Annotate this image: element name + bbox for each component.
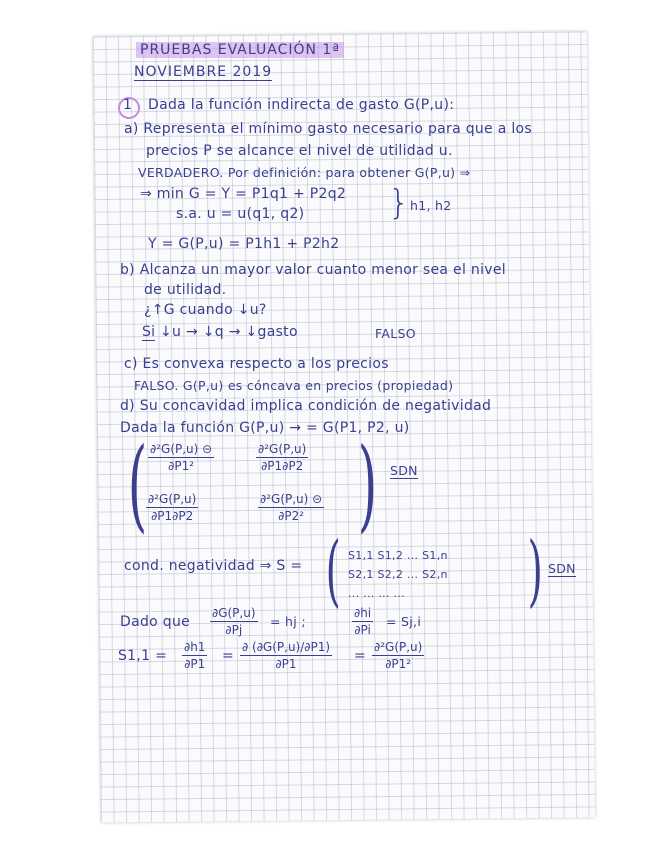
- given-frac-1: $\frac{\partial G(P,u)}{\partial Pj}$: [212, 606, 256, 637]
- item-a-constraint: s.a. u = u(q1, q2): [176, 206, 305, 222]
- item-b-answer: FALSO: [375, 326, 416, 341]
- item-a-line1: a) Representa el mínimo gasto necesario para que a los: [124, 121, 532, 137]
- given-frac-2: $\frac{\partial hi}{\partial Pi}$: [354, 606, 372, 637]
- item-c-line: c) Es convexa respecto a los precios: [124, 356, 389, 372]
- s-matrix-left-paren: (: [325, 526, 341, 616]
- s11-eq-1: =: [222, 648, 235, 664]
- item-a-answer: VERDADERO. Por definición: para obtener G(P,u) ⇒: [138, 165, 471, 180]
- item-a-result: Y = G(P,u) = P1h1 + P2h2: [148, 236, 340, 252]
- given-mid: = hj ;: [270, 614, 306, 629]
- item-d-line: d) Su concavidad implica condición de negatividad: [120, 398, 492, 414]
- hessian-22: $\frac{\text{∂²G(P,u) ⊝}}{\text{∂P2²}}$: [260, 492, 323, 523]
- item-d-given: Dada la función G(P,u) → = G(P1, P2, u): [120, 420, 410, 436]
- item-b-line2: de utilidad.: [144, 282, 227, 298]
- negativity-label: cond. negatividad ⇒ S =: [124, 558, 303, 574]
- item-b-si: Si: [142, 324, 156, 340]
- page-date: NOVIEMBRE 2019: [134, 64, 273, 80]
- hessian-11: $\frac{\text{∂²G(P,u) ⊝}}{\text{∂P1²}}$: [150, 442, 213, 473]
- item-a-min: ⇒ min G = Y = P1q1 + P2q2: [140, 186, 347, 202]
- hessian-12: $\frac{\text{∂²G(P,u)}}{\partial P1\partial P2}$: [258, 442, 307, 473]
- s11-lhs: S1,1 =: [118, 648, 168, 664]
- s-matrix-row1: S1,1 S1,2 ... S1,n: [348, 549, 448, 562]
- hessian-21: $\frac{\text{∂²G(P,u)}}{\partial P1\partial P2}$: [148, 492, 197, 523]
- s-matrix-row2: S2,1 S2,2 ... S2,n: [348, 568, 448, 581]
- s11-eq-2: =: [354, 648, 367, 664]
- matrix-right-paren: ): [357, 426, 378, 543]
- s11-frac-3: $\frac{\text{∂²G(P,u)}}{\text{∂P1²}}$: [374, 640, 423, 671]
- item-c-answer: FALSO. G(P,u) es cóncava en precios (propiedad): [134, 378, 454, 393]
- given-suffix: = Sj,i: [386, 614, 422, 629]
- s11-frac-1: $\frac{\partial h1}{\partial P1}$: [184, 640, 206, 671]
- matrix-left-paren: (: [127, 426, 148, 543]
- given-prefix: Dado que: [120, 614, 191, 630]
- sdn-label-1: SDN: [390, 463, 418, 478]
- s-matrix-right-paren: ): [527, 526, 543, 616]
- item-a-brace-result: h1, h2: [410, 198, 452, 213]
- s11-frac-2: $\frac{\partial (\partial G(P,u)/\partial P1)}{\partial P1}$: [242, 640, 331, 671]
- sdn-label-2: SDN: [548, 561, 576, 576]
- question-number: 1: [123, 97, 133, 113]
- item-b-line1: b) Alcanza un mayor valor cuanto menor sea el nivel: [120, 262, 506, 278]
- brace: }: [388, 183, 410, 223]
- question-intro: Dada la función indirecta de gasto G(P,u):: [148, 97, 455, 113]
- item-a-line2: precios P se alcance el nivel de utilidad u.: [146, 143, 453, 159]
- item-b-chain: ↓u → ↓q → ↓gasto: [160, 324, 298, 340]
- page-title: PRUEBAS EVALUACIÓN 1ª: [136, 42, 344, 58]
- item-b-question: ¿↑G cuando ↓u?: [144, 302, 267, 318]
- s-matrix-row3: ... ... ... ...: [348, 587, 405, 600]
